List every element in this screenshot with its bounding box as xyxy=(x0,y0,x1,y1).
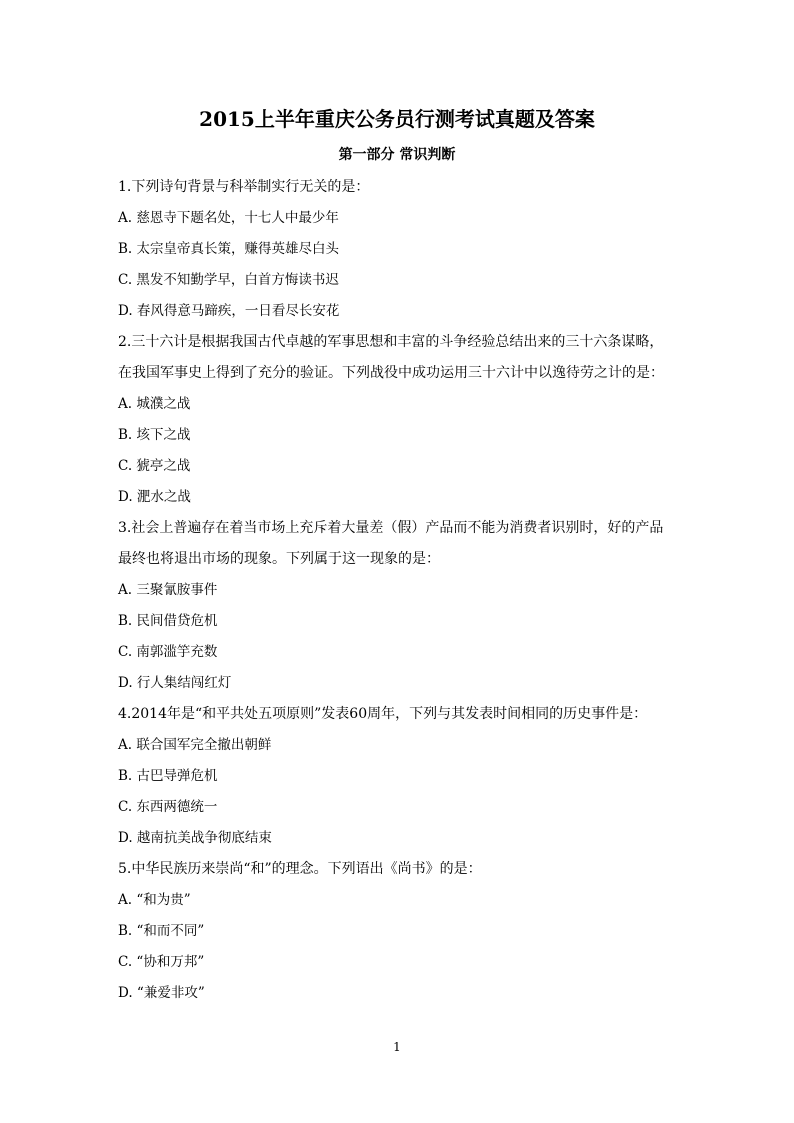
question-stem: 5.中华民族历来崇尚“和”的理念。下列语出《尚书》的是： xyxy=(118,861,482,877)
option-d: D. 淝水之战 xyxy=(118,489,191,505)
question-stem: 2.三十六计是根据我国古代卓越的军事思想和丰富的斗争经验总结出来的三十六条谋略， xyxy=(118,334,664,350)
question-5 xyxy=(118,854,678,1009)
question-stem: 4.2014年是“和平共处五项原则”发表60周年，下列与其发表时间相同的历史事件是： xyxy=(118,706,648,722)
section-heading: 第一部分 常识判断 xyxy=(338,147,456,163)
document-title: 2015上半年重庆公务员行测考试真题及答案 xyxy=(199,107,595,131)
option-b: B. 民间借贷危机 xyxy=(118,613,218,629)
question-2 xyxy=(118,327,678,513)
option-a: A. 城濮之战 xyxy=(118,396,191,412)
option-d: D. 越南抗美战争彻底结束 xyxy=(118,830,272,846)
question-3 xyxy=(118,513,678,699)
question-stem: 1.下列诗句背景与科举制实行无关的是： xyxy=(118,179,370,195)
page-number: 1 xyxy=(393,1040,401,1054)
option-b: B. “和而不同” xyxy=(118,923,205,939)
option-b: B. 古巴导弹危机 xyxy=(118,768,218,784)
question-stem-continued: 最终也将退出市场的现象。下列属于这一现象的是： xyxy=(118,551,440,567)
option-b: B. 垓下之战 xyxy=(118,427,191,443)
option-a: A. 慈恩寺下题名处，十七人中最少年 xyxy=(118,210,339,226)
option-c: C. 黑发不知勤学早，白首方悔读书迟 xyxy=(118,272,339,288)
option-d: D. 行人集结闯红灯 xyxy=(118,675,232,691)
option-a: A. 联合国军完全撤出朝鲜 xyxy=(118,737,272,753)
option-c: C. 猇亭之战 xyxy=(118,458,191,474)
option-c: C. 东西两德统一 xyxy=(118,799,218,815)
option-d: D. 春风得意马蹄疾，一日看尽长安花 xyxy=(118,303,340,319)
option-b: B. 太宗皇帝真长策，赚得英雄尽白头 xyxy=(118,241,340,257)
question-4 xyxy=(118,699,678,854)
option-a: A. 三聚氰胺事件 xyxy=(118,582,218,598)
option-c: C. 南郭滥竽充数 xyxy=(118,644,218,660)
question-list xyxy=(118,172,678,1009)
option-c: C. “协和万邦” xyxy=(118,954,205,970)
option-a: A. “和为贵” xyxy=(118,892,191,908)
option-d: D. “兼爱非攻” xyxy=(118,985,205,1001)
question-stem-continued: 在我国军事史上得到了充分的验证。下列战役中成功运用三十六计中以逸待劳之计的是： xyxy=(118,365,664,381)
question-stem: 3.社会上普遍存在着当市场上充斥着大量差（假）产品而不能为消费者识别时，好的产品 xyxy=(118,520,664,536)
question-1 xyxy=(118,172,678,327)
